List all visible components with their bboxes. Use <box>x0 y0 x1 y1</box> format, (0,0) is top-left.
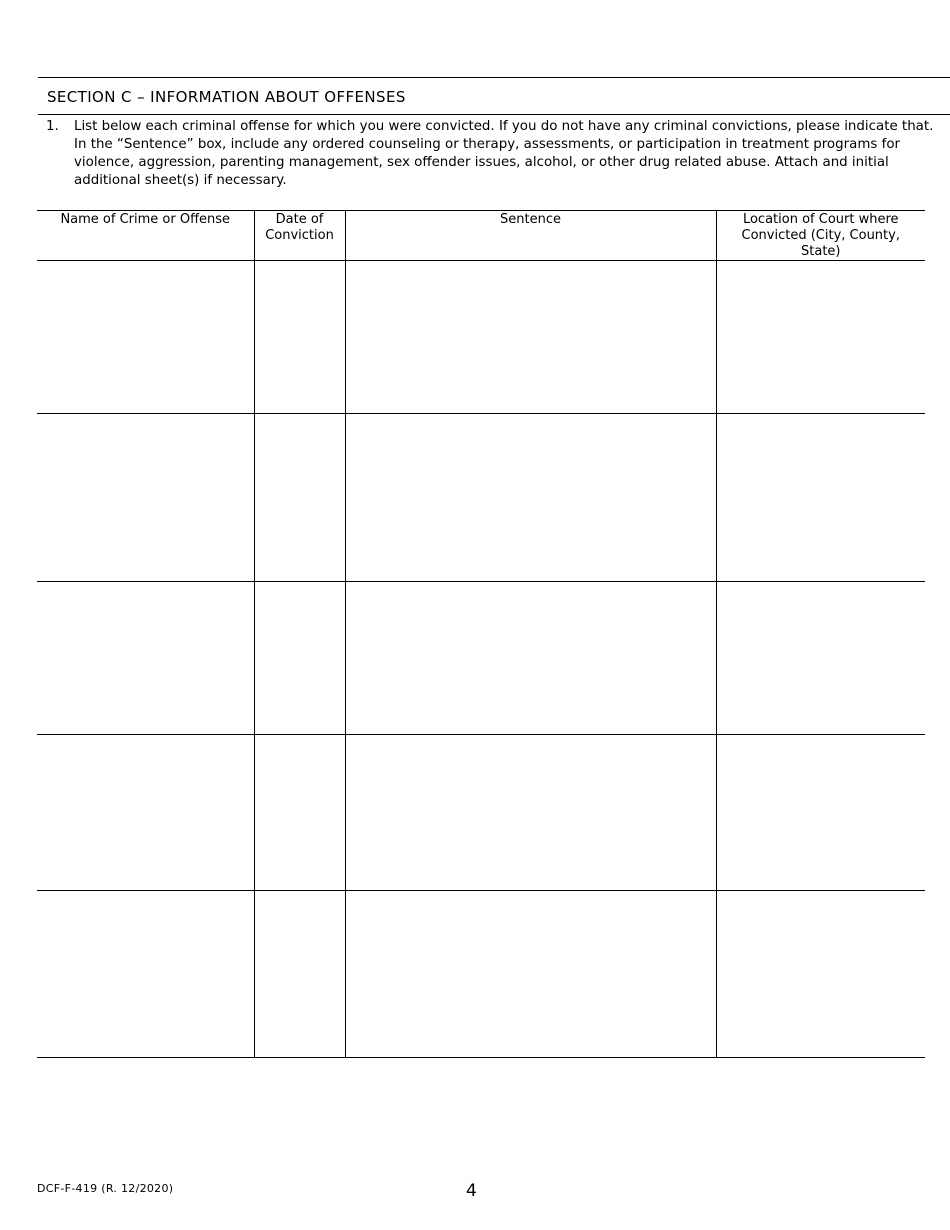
conviction-date-cell[interactable] <box>254 582 345 735</box>
header-date-of-conviction: Date of Conviction <box>254 211 345 261</box>
header-crime-name: Name of Crime or Offense <box>37 211 254 261</box>
table-row <box>37 891 925 1058</box>
crime-name-cell[interactable] <box>37 582 254 735</box>
table-row <box>37 582 925 735</box>
section-title: SECTION C – INFORMATION ABOUT OFFENSES <box>47 88 406 106</box>
offenses-table <box>37 210 925 1058</box>
form-code: DCF-F-419 (R. 12/2020) <box>37 1182 174 1195</box>
crime-name-cell[interactable] <box>37 735 254 891</box>
instruction-text: List below each criminal offense for which you were convicted. If you do not have any criminal convictions, please indicate that. In the “Sentence” box, include any ordered counseling or therapy, assessments, or participation in treatment programs for violence, aggression, parenting management, sex offender issues, alcohol, or other drug related abuse. Attach and initial additional sheet(s) if necessary. <box>74 119 934 188</box>
crime-name-cell[interactable] <box>37 261 254 414</box>
sentence-cell[interactable] <box>345 261 716 414</box>
header-sentence: Sentence <box>345 211 716 261</box>
conviction-date-cell[interactable] <box>254 261 345 414</box>
sentence-cell[interactable] <box>345 891 716 1058</box>
instruction-number: 1. <box>46 119 59 134</box>
table-row <box>37 414 925 582</box>
court-location-cell[interactable] <box>716 582 925 735</box>
court-location-cell[interactable] <box>716 891 925 1058</box>
court-location-cell[interactable] <box>716 414 925 582</box>
conviction-date-cell[interactable] <box>254 414 345 582</box>
table-row <box>37 735 925 891</box>
sentence-cell[interactable] <box>345 735 716 891</box>
instructions <box>46 118 950 190</box>
instruction-item <box>46 118 950 190</box>
page-number: 4 <box>466 1181 477 1201</box>
court-location-cell[interactable] <box>716 261 925 414</box>
crime-name-cell[interactable] <box>37 414 254 582</box>
sentence-cell[interactable] <box>345 414 716 582</box>
sentence-cell[interactable] <box>345 582 716 735</box>
header-court-location: Location of Court where Convicted (City, County, State) <box>716 211 925 261</box>
conviction-date-cell[interactable] <box>254 891 345 1058</box>
table-header-row <box>37 211 925 261</box>
table-row <box>37 261 925 414</box>
court-location-cell[interactable] <box>716 735 925 891</box>
crime-name-cell[interactable] <box>37 891 254 1058</box>
conviction-date-cell[interactable] <box>254 735 345 891</box>
section-header <box>38 77 950 115</box>
